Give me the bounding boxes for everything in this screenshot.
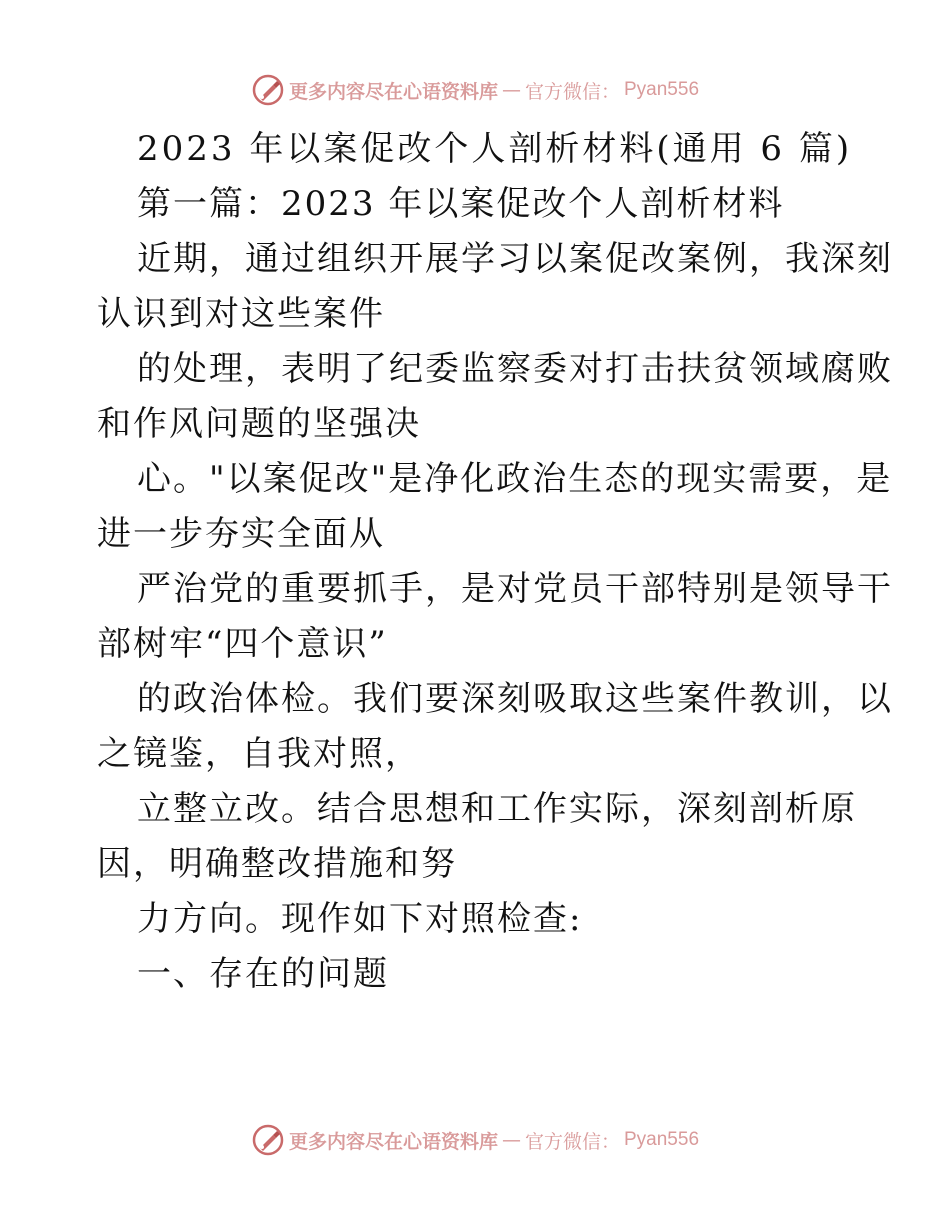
paragraph-line: 进一步夯实全面从 [97,514,385,554]
watermark-wechat-label: 官方微信： [524,80,620,103]
paragraph-line: 部树牢“四个意识” [97,624,388,664]
pen-logo-icon [251,1123,285,1157]
header-watermark [0,70,950,110]
paragraph-line: 因，明确整改措施和努 [97,844,457,884]
pen-logo-icon [251,73,285,107]
paragraph-line: 力方向。现作如下对照检查: [137,899,583,939]
subheading: 一、存在的问题 [137,954,389,994]
document-body [97,122,893,1002]
paragraph-line: 的处理，表明了纪委监察委对打击扶贫领域腐败 [137,349,893,389]
watermark-wechat-label: 官方微信： [524,1130,620,1153]
section-heading: 第一篇：2023 年以案促改个人剖析材料 [137,184,785,224]
watermark-dash: — [501,1129,521,1151]
footer-watermark [0,1120,950,1160]
watermark-text: 更多内容尽在心语资料库 [288,1130,498,1153]
paragraph-line: 认识到对这些案件 [97,294,385,334]
watermark-wechat-id: Pyan556 [624,79,700,100]
paragraph-line: 心。"以案促改"是净化政治生态的现实需要，是 [137,459,893,499]
document-title: 2023 年以案促改个人剖析材料(通用 6 篇) [137,129,853,169]
paragraph-line: 立整立改。结合思想和工作实际，深刻剖析原 [137,789,857,829]
paragraph-line: 之镜鉴，自我对照， [97,734,421,774]
paragraph-line: 的政治体检。我们要深刻吸取这些案件教训，以 [137,679,893,719]
watermark-wechat-id: Pyan556 [624,1129,700,1150]
paragraph-line: 和作风问题的坚强决 [97,404,421,444]
paragraph-line: 近期，通过组织开展学习以案促改案例，我深刻 [137,239,893,279]
paragraph-line: 严治党的重要抓手，是对党员干部特别是领导干 [137,569,893,609]
watermark-dash: — [501,79,521,101]
watermark-text: 更多内容尽在心语资料库 [288,80,498,103]
